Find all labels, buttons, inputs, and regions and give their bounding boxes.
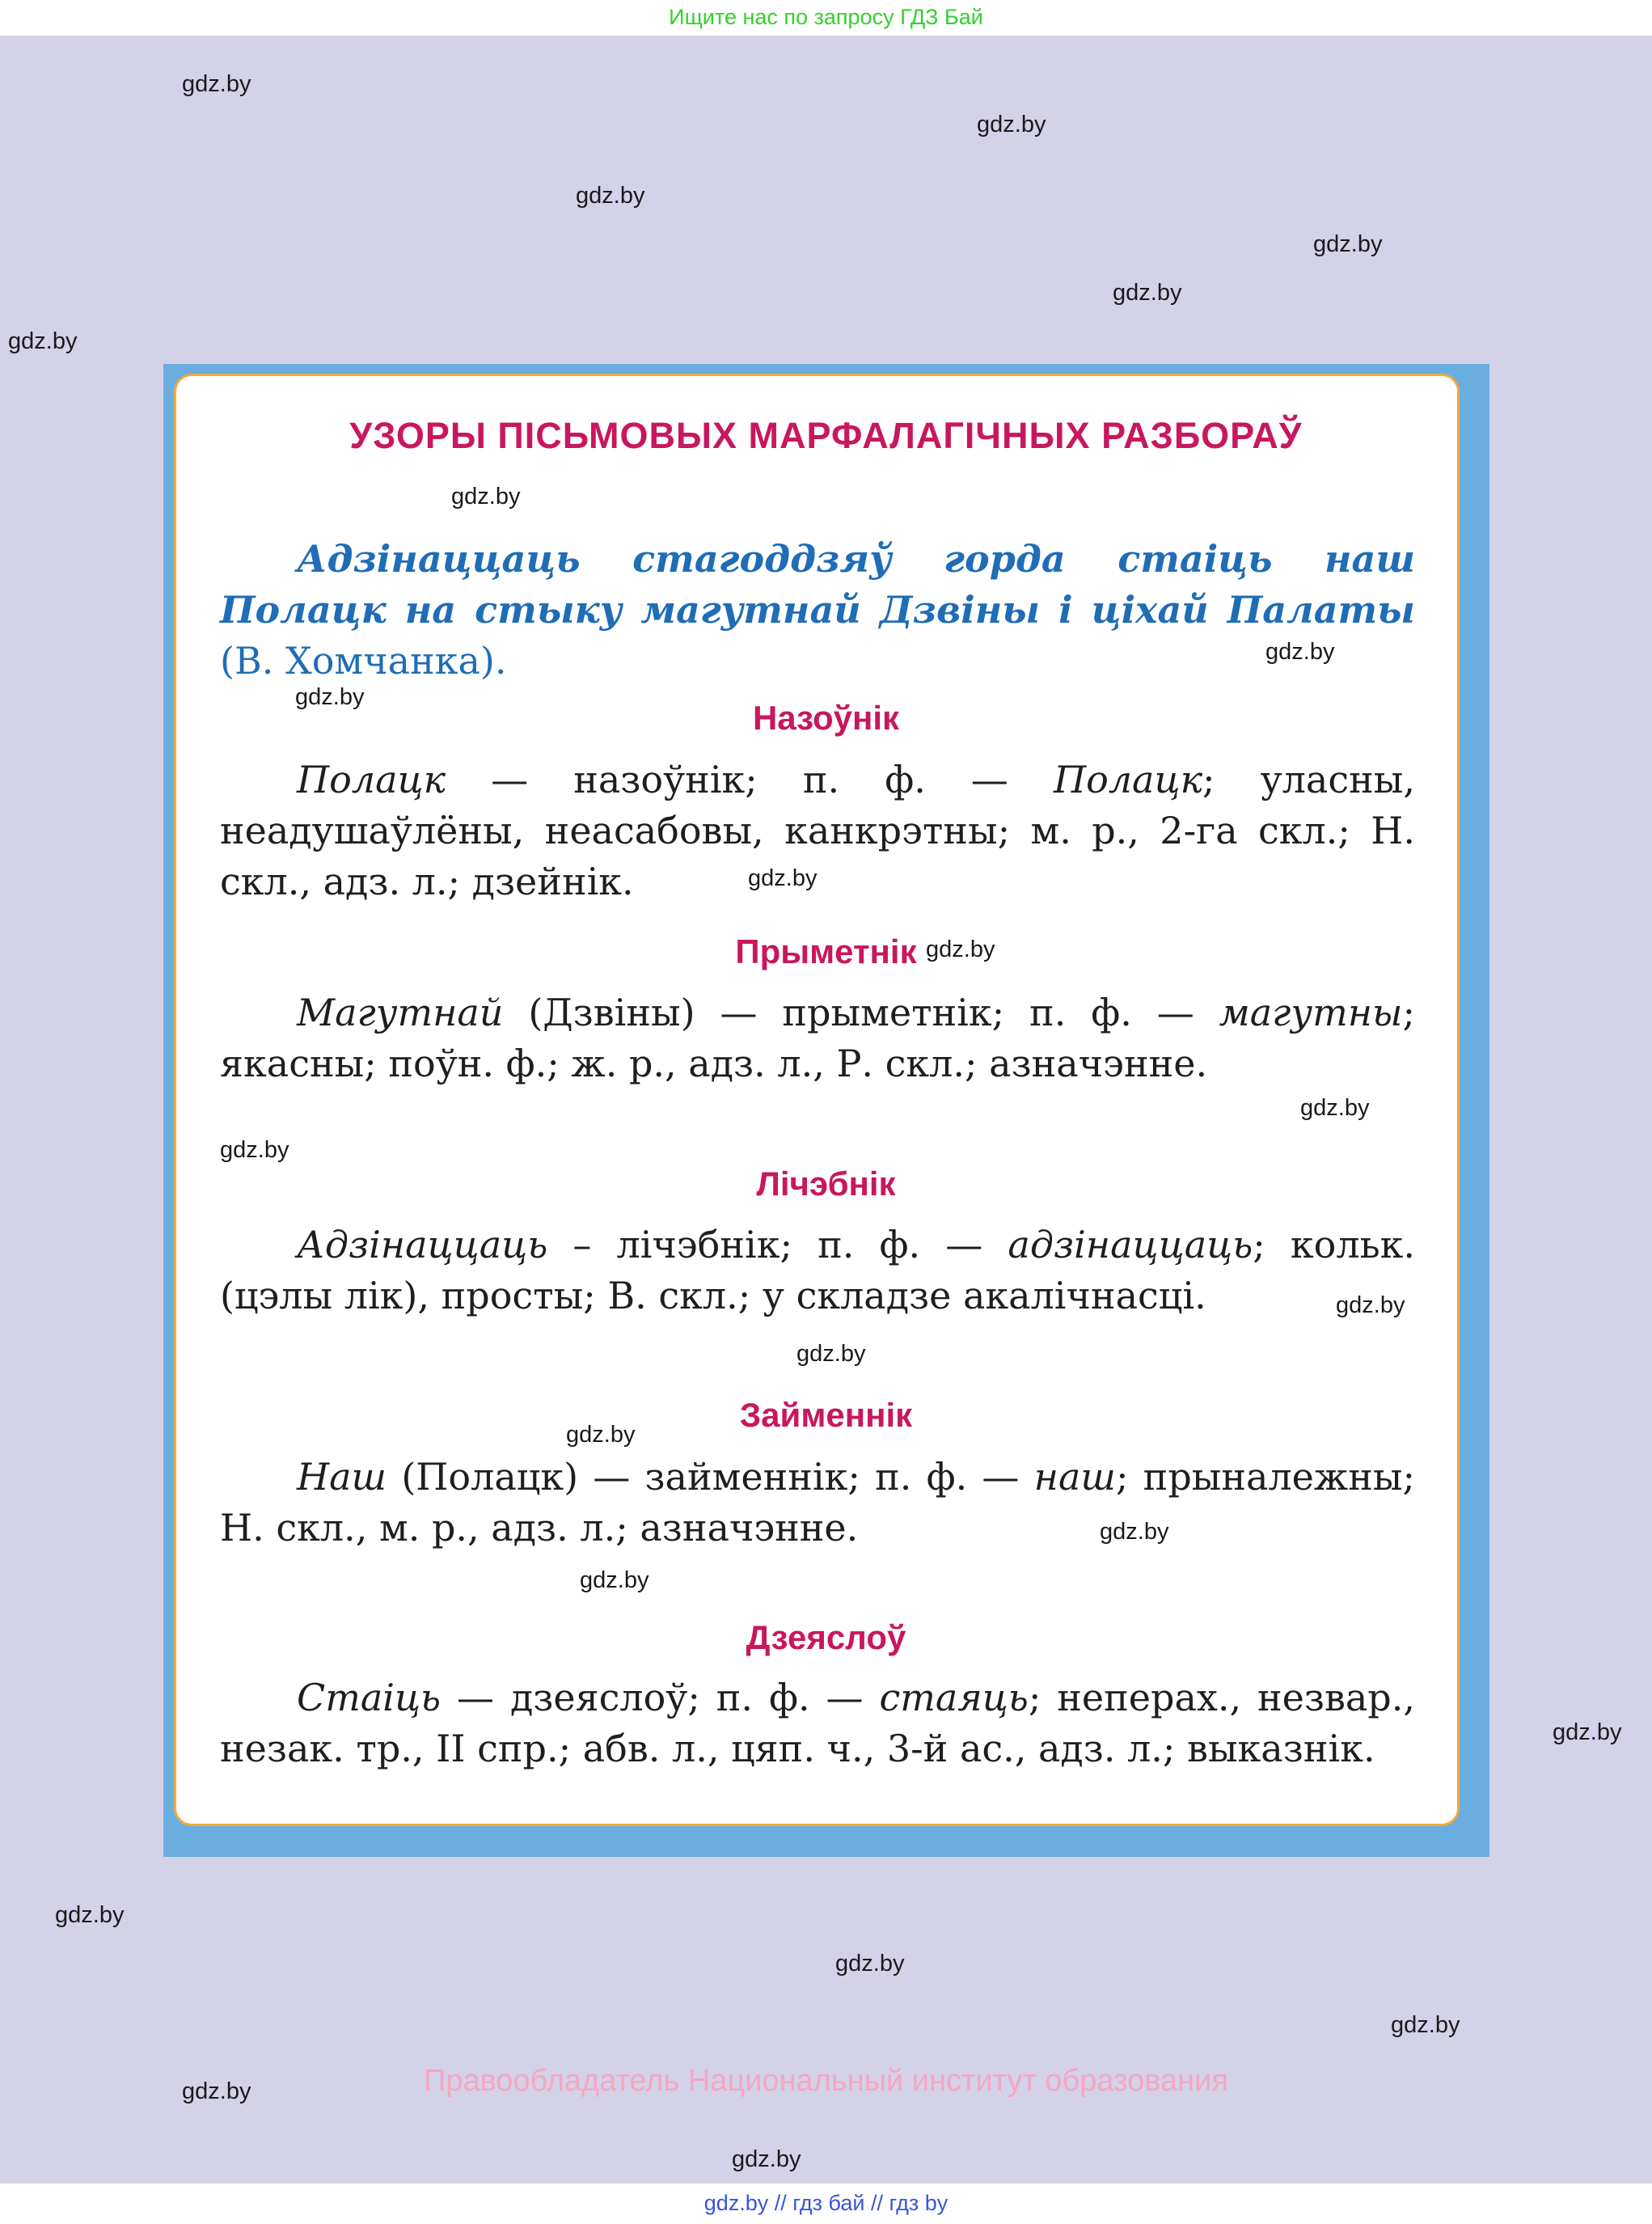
watermark: gdz.by bbox=[1100, 1519, 1169, 1545]
watermark: gdz.by bbox=[451, 484, 521, 509]
watermark: gdz.by bbox=[566, 1422, 636, 1448]
bottom-banner[interactable]: gdz.by // гдз бай // гдз by bbox=[0, 2184, 1652, 2224]
watermark: gdz.by bbox=[1300, 1095, 1370, 1121]
section-heading-numeral: Лічэбнік bbox=[756, 1165, 896, 1203]
watermark: gdz.by bbox=[1391, 2012, 1460, 2038]
watermark: gdz.by bbox=[748, 865, 818, 891]
section-heading-noun: Назоўнік bbox=[752, 699, 900, 737]
watermark: gdz.by bbox=[182, 2078, 251, 2104]
watermark: gdz.by bbox=[55, 1902, 125, 1928]
section-text-pronoun: Наш (Полацк) — займеннік; п. ф. — наш; прыналежны; Н. скл., м. р., адз. л.; азначэнне. bbox=[220, 1455, 1415, 1550]
watermark: gdz.by bbox=[926, 937, 995, 962]
watermark: gdz.by bbox=[835, 1951, 905, 1977]
section-heading-pronoun: Займеннік bbox=[739, 1396, 913, 1434]
quote-author: (В. Хомчанка). bbox=[220, 639, 507, 683]
top-banner: Ищите нас по запросу ГДЗ Бай bbox=[0, 0, 1652, 36]
watermark: gdz.by bbox=[182, 71, 251, 97]
watermark: gdz.by bbox=[732, 2146, 801, 2172]
watermark: gdz.by bbox=[580, 1567, 649, 1593]
watermark: gdz.by bbox=[1265, 639, 1335, 665]
watermark: gdz.by bbox=[1313, 231, 1383, 257]
watermark: gdz.by bbox=[220, 1137, 289, 1163]
watermark: gdz.by bbox=[8, 328, 78, 354]
section-text-numeral: Адзінаццаць – лічэбнік; п. ф. — адзінаццаць; кольк. (цэлы лік), просты; В. скл.; у складзе акалічнасці. bbox=[220, 1223, 1416, 1317]
quote-text: Адзінаццаць стагоддзяў горда стаіць наш Полацк на стыку магутнай Дзвіны і ціхай Палаты bbox=[220, 537, 1415, 632]
example-sentence bbox=[220, 534, 1415, 687]
copyright-note: Правообладатель Национальный институт образования bbox=[424, 2064, 1228, 2098]
watermark: gdz.by bbox=[1113, 280, 1182, 306]
section-heading-adjective: Прыметнік bbox=[735, 932, 917, 970]
page-title: УЗОРЫ ПІСЬМОВЫХ МАРФАЛАГІЧНЫХ РАЗБОРАЎ bbox=[349, 415, 1303, 456]
watermark: gdz.by bbox=[796, 1341, 866, 1367]
watermark: gdz.by bbox=[576, 183, 645, 209]
section-text-noun: Полацк — назоўнік; п. ф. — Полацк; уласны, неадушаўлёны, неасабовы, канкрэтны; м. р., 2-га скл.; Н. скл., адз. л.; дзейнік. bbox=[220, 758, 1415, 903]
watermark: gdz.by bbox=[977, 112, 1046, 137]
watermark: gdz.by bbox=[295, 684, 365, 710]
section-text-verb: Стаіць — дзеяслоў; п. ф. — стаяць; неперах., незвар., незак. тр., II спр.; абв. л., цяп. ч., 3-й ас., адз. л.; выказнік. bbox=[220, 1676, 1415, 1770]
watermark: gdz.by bbox=[1336, 1292, 1405, 1318]
section-heading-verb: Дзеяслоў bbox=[746, 1618, 906, 1656]
watermark: gdz.by bbox=[1553, 1719, 1622, 1745]
section-text-adjective: Магутнай (Дзвіны) — прыметнік; п. ф. — магутны; якасны; поўн. ф.; ж. р., адз. л., Р. скл.; азначэнне. bbox=[220, 991, 1415, 1085]
